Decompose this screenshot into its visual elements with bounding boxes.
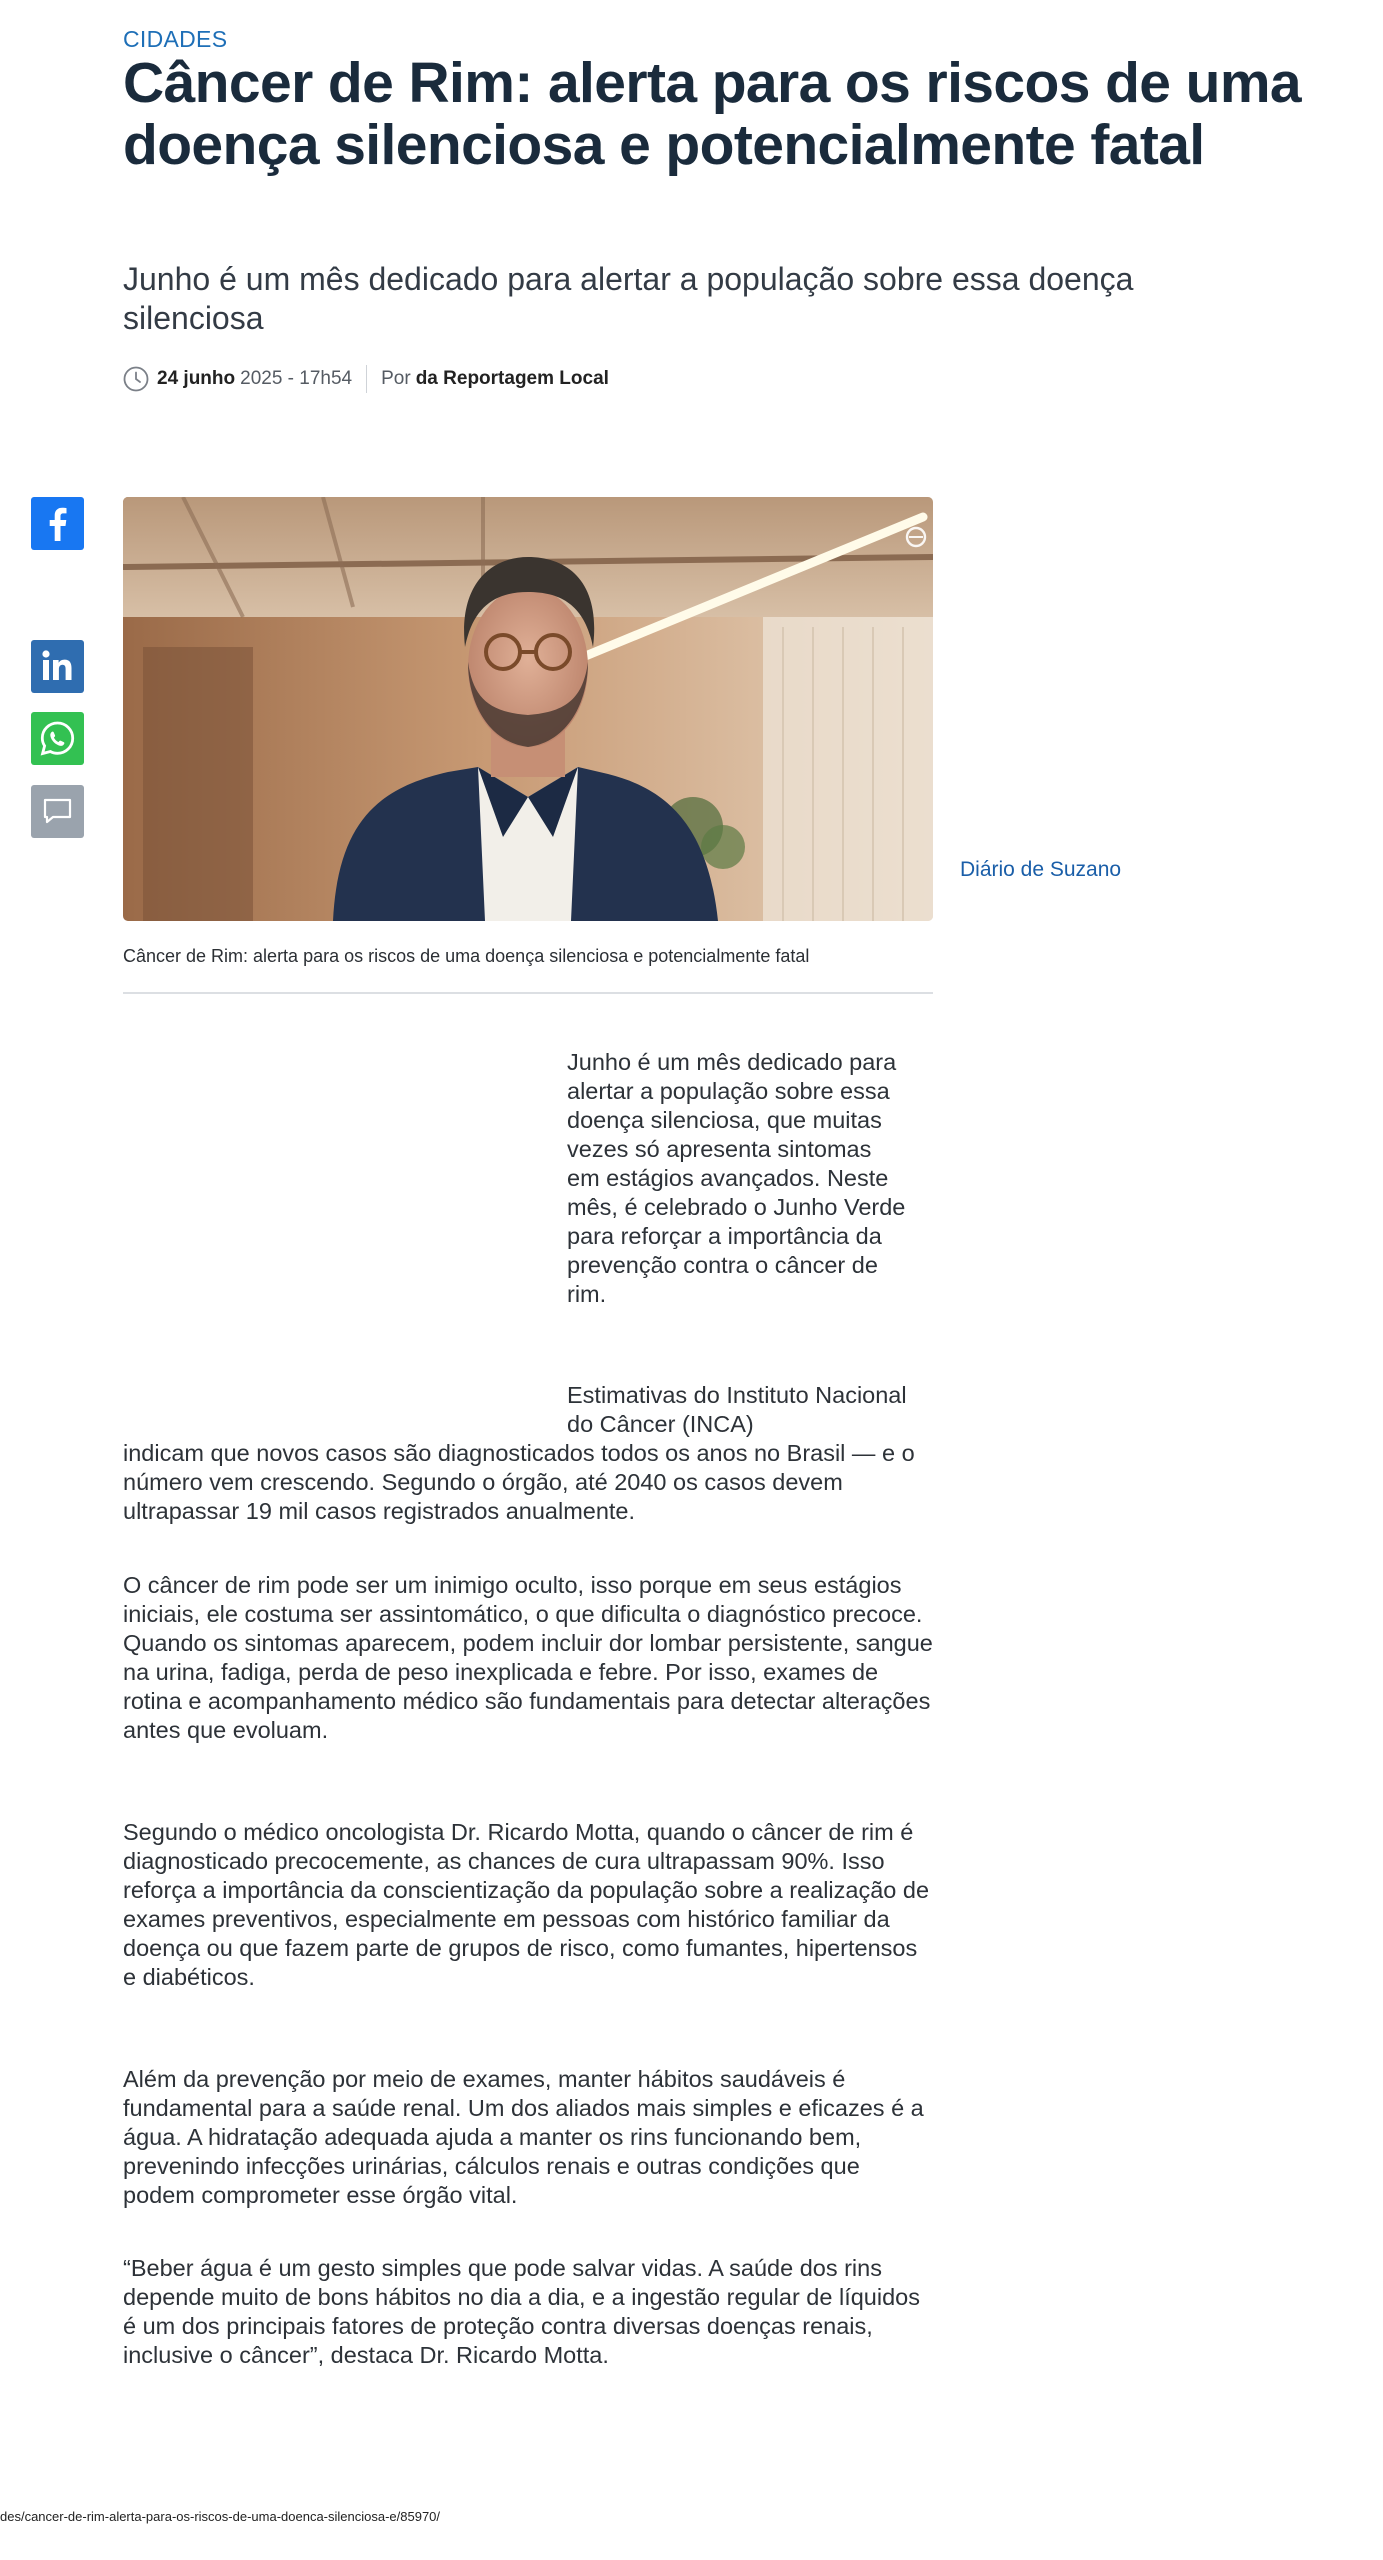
publish-time: 2025 - 17h54 — [240, 368, 353, 389]
page-url-footer: des/cancer-de-rim-alerta-para-os-riscos-de-uma-doenca-silenciosa-e/85970/ — [0, 2509, 441, 2524]
article-photo[interactable] — [123, 497, 933, 921]
paragraph-2-start: Estimativas do Instituto Nacional do Câncer (INCA) — [567, 1382, 907, 1437]
source-credit-link[interactable]: Diário de Suzano — [960, 858, 1122, 881]
comment-button[interactable] — [31, 785, 84, 838]
paragraph-5: Além da prevenção por meio de exames, manter hábitos saudáveis é fundamental para a saúde renal. Um dos aliados mais simples e eficazes é a água. A hidratação adequada ajuda a manter os rins funcionando bem, prevenindo infecções urinárias, cálculos renais e outras condições que podem comprometer esse órgão vital. — [123, 2066, 924, 2208]
share-whatsapp-button[interactable] — [31, 712, 84, 765]
caption-divider — [123, 992, 933, 994]
paragraph-2-continued: indicam que novos casos são diagnosticados todos os anos no Brasil — e o número vem crescendo. Segundo o órgão, até 2040 os casos devem ultrapassar 19 mil casos registrados anualmente. — [123, 1440, 915, 1524]
whatsapp-icon — [31, 712, 84, 765]
meta-divider — [366, 365, 367, 393]
publish-date: 24 junho — [157, 368, 236, 389]
byline-label: Por — [381, 368, 411, 389]
paragraph-4: Segundo o médico oncologista Dr. Ricardo Motta, quando o câncer de rim é diagnosticado precocemente, as chances de cura ultrapassam 90%. Isso reforça a importância da conscientização da população sobre a realização de exames preventivos, especialmente em pessoas com histórico familiar da doença ou que fazem parte de grupos de risco, como fumantes, hipertensos e diabéticos. — [123, 1819, 930, 1990]
article-subtitle: Junho é um mês dedicado para alertar a população sobre essa doença silenciosa — [123, 261, 1134, 336]
paragraph-3: O câncer de rim pode ser um inimigo oculto, isso porque em seus estágios iniciais, ele costuma ser assintomático, o que dificulta o diagnóstico precoce. Quando os sintomas aparecem, podem incluir dor lombar persistente, sangue na urina, fadiga, perda de peso inexplicada e febre. Por isso, exames de rotina e acompanhamento médico são fundamentais para detectar alterações antes que evoluam. — [123, 1572, 933, 1743]
linkedin-icon — [31, 640, 84, 693]
photo-caption: Câncer de Rim: alerta para os riscos de uma doença silenciosa e potencialmente fatal — [123, 946, 810, 966]
comment-icon — [31, 785, 84, 838]
author-name: da Reportagem Local — [415, 368, 609, 389]
share-facebook-button[interactable] — [31, 497, 84, 550]
facebook-icon — [31, 497, 84, 550]
article-meta — [123, 364, 609, 394]
paragraph-1: Junho é um mês dedicado para alertar a população sobre essa doença silenciosa, que muitas vezes só apresenta sintomas em estágios avançados. Neste mês, é celebrado o Junho Verde para reforçar a importância da prevenção contra o câncer de rim. — [567, 1049, 906, 1307]
category-label[interactable]: CIDADES — [123, 26, 228, 52]
share-linkedin-button[interactable] — [31, 640, 84, 693]
article-title: Câncer de Rim: alerta para os riscos de uma doença silenciosa e potencialmente fatal — [123, 51, 1302, 177]
clock-icon — [123, 366, 149, 392]
paragraph-6: “Beber água é um gesto simples que pode salvar vidas. A saúde dos rins depende muito de bons hábitos no dia a dia, e a ingestão regular de líquidos é um dos principais fatores de proteção contra diversas doenças renais, inclusive o câncer”, destaca Dr. Ricardo Motta. — [123, 2255, 920, 2368]
